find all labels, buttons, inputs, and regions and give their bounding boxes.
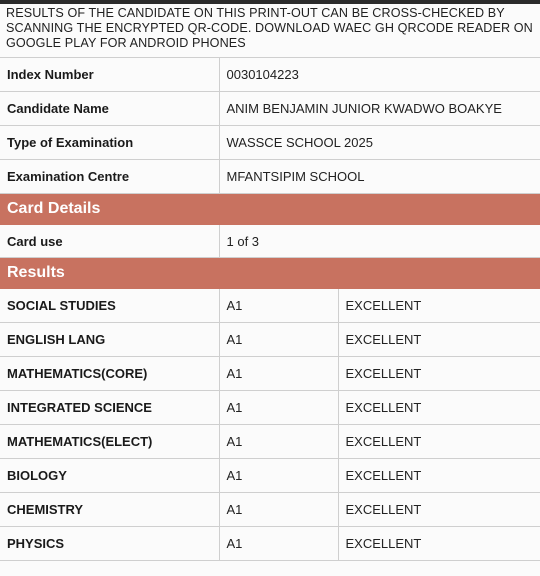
exam-type-row xyxy=(0,126,540,160)
result-subject: MATHEMATICS(CORE) xyxy=(0,357,219,391)
result-subject: MATHEMATICS(ELECT) xyxy=(0,425,219,459)
exam-type-value: WASSCE SCHOOL 2025 xyxy=(219,126,540,160)
result-row xyxy=(0,391,540,425)
result-grade: A1 xyxy=(219,323,338,357)
candidate-name-value: ANIM BENJAMIN JUNIOR KWADWO BOAKYE xyxy=(219,92,540,126)
result-row xyxy=(0,459,540,493)
candidate-name-label: Candidate Name xyxy=(0,92,219,126)
result-grade: A1 xyxy=(219,493,338,527)
result-subject: INTEGRATED SCIENCE xyxy=(0,391,219,425)
result-remark: EXCELLENT xyxy=(338,391,540,425)
result-grade: A1 xyxy=(219,459,338,493)
result-row xyxy=(0,357,540,391)
result-row xyxy=(0,527,540,561)
card-details-header-row xyxy=(0,194,540,225)
result-remark: EXCELLENT xyxy=(338,289,540,323)
index-number-label: Index Number xyxy=(0,58,219,92)
result-remark: EXCELLENT xyxy=(338,323,540,357)
result-row xyxy=(0,493,540,527)
results-heading: Results xyxy=(0,258,540,289)
card-use-label: Card use xyxy=(0,225,219,258)
top-edge-bar xyxy=(0,0,540,4)
qr-verification-notice: RESULTS OF THE CANDIDATE ON THIS PRINT-OUT CAN BE CROSS-CHECKED BY SCANNING THE ENCRYPTED QR-CODE. DOWNLOAD WAEC GH QRCODE READER ON GOOGLE PLAY FOR ANDROID PHONES xyxy=(6,6,533,50)
card-use-row xyxy=(0,225,540,258)
card-use-value: 1 of 3 xyxy=(219,225,540,258)
result-remark: EXCELLENT xyxy=(338,425,540,459)
result-grade: A1 xyxy=(219,289,338,323)
result-subject: BIOLOGY xyxy=(0,459,219,493)
index-number-row xyxy=(0,58,540,92)
index-number-value: 0030104223 xyxy=(219,58,540,92)
result-row xyxy=(0,425,540,459)
result-grade: A1 xyxy=(219,527,338,561)
exam-centre-value: MFANTSIPIM SCHOOL xyxy=(219,160,540,194)
result-row xyxy=(0,323,540,357)
result-subject: ENGLISH LANG xyxy=(0,323,219,357)
result-grade: A1 xyxy=(219,357,338,391)
result-remark: EXCELLENT xyxy=(338,459,540,493)
results-header-row xyxy=(0,258,540,289)
result-grade: A1 xyxy=(219,425,338,459)
exam-type-label: Type of Examination xyxy=(0,126,219,160)
exam-centre-label: Examination Centre xyxy=(0,160,219,194)
result-remark: EXCELLENT xyxy=(338,357,540,391)
exam-centre-row xyxy=(0,160,540,194)
candidate-name-row xyxy=(0,92,540,126)
result-row xyxy=(0,289,540,323)
card-details-heading: Card Details xyxy=(0,194,540,225)
result-grade: A1 xyxy=(219,391,338,425)
result-remark: EXCELLENT xyxy=(338,527,540,561)
result-subject: SOCIAL STUDIES xyxy=(0,289,219,323)
results-slip-table xyxy=(0,57,540,561)
result-remark: EXCELLENT xyxy=(338,493,540,527)
result-subject: PHYSICS xyxy=(0,527,219,561)
result-subject: CHEMISTRY xyxy=(0,493,219,527)
